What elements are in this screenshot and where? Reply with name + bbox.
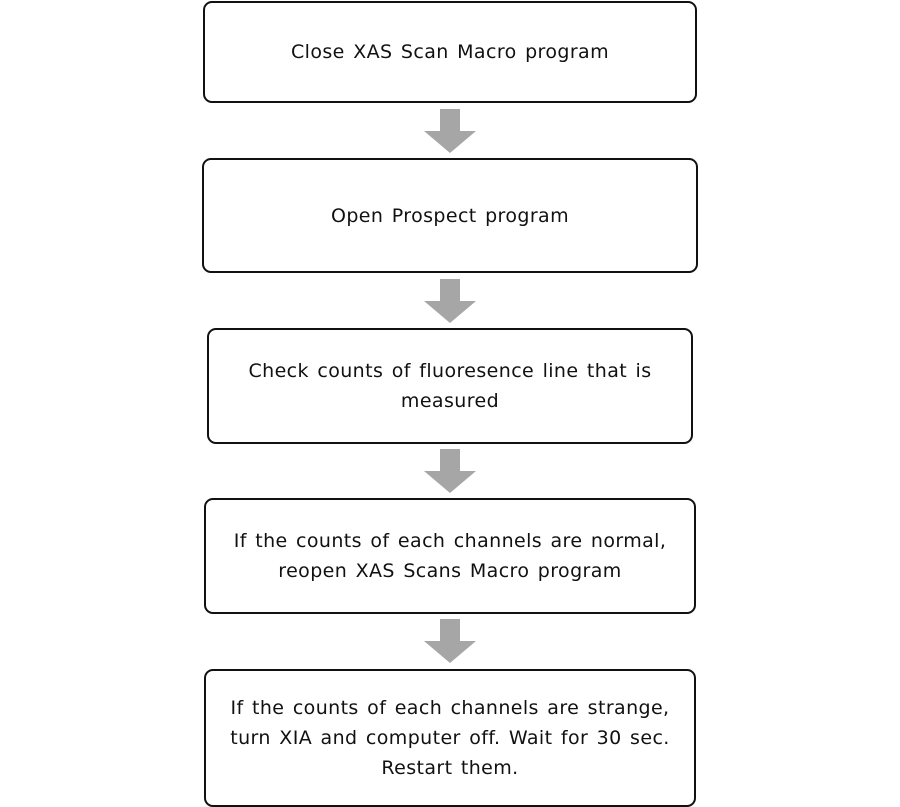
down-arrow-icon — [424, 619, 476, 663]
down-arrow-icon — [424, 279, 476, 323]
step-text-line: Open Prospect program — [330, 204, 569, 227]
step-text-line: turn XIA and computer off. Wait for 30 sec. — [230, 727, 670, 749]
step-text-line: Close XAS Scan Macro program — [291, 41, 609, 63]
step-text — [331, 201, 569, 231]
step-text — [230, 693, 670, 783]
step-text — [234, 526, 667, 586]
step-text-line: measured — [400, 390, 500, 412]
down-arrow-icon — [424, 109, 476, 153]
step-text — [248, 356, 651, 416]
step-box-close-macro — [203, 1, 697, 103]
step-text — [291, 37, 609, 67]
step-box-open-prospect — [202, 158, 698, 273]
step-text-line: If the counts of each channels are strange, — [230, 697, 670, 719]
step-text-line: reopen XAS Scans Macro program — [278, 560, 622, 582]
step-box-counts-normal — [204, 498, 696, 614]
down-arrow-icon — [424, 449, 476, 493]
step-box-check-counts — [207, 328, 693, 444]
step-text-line: Check counts of fluoresence line that is — [248, 360, 652, 382]
step-box-counts-strange — [204, 669, 696, 807]
step-text-line: Restart them. — [381, 757, 519, 779]
step-text-line: If the counts of each channels are normal, — [233, 530, 667, 552]
